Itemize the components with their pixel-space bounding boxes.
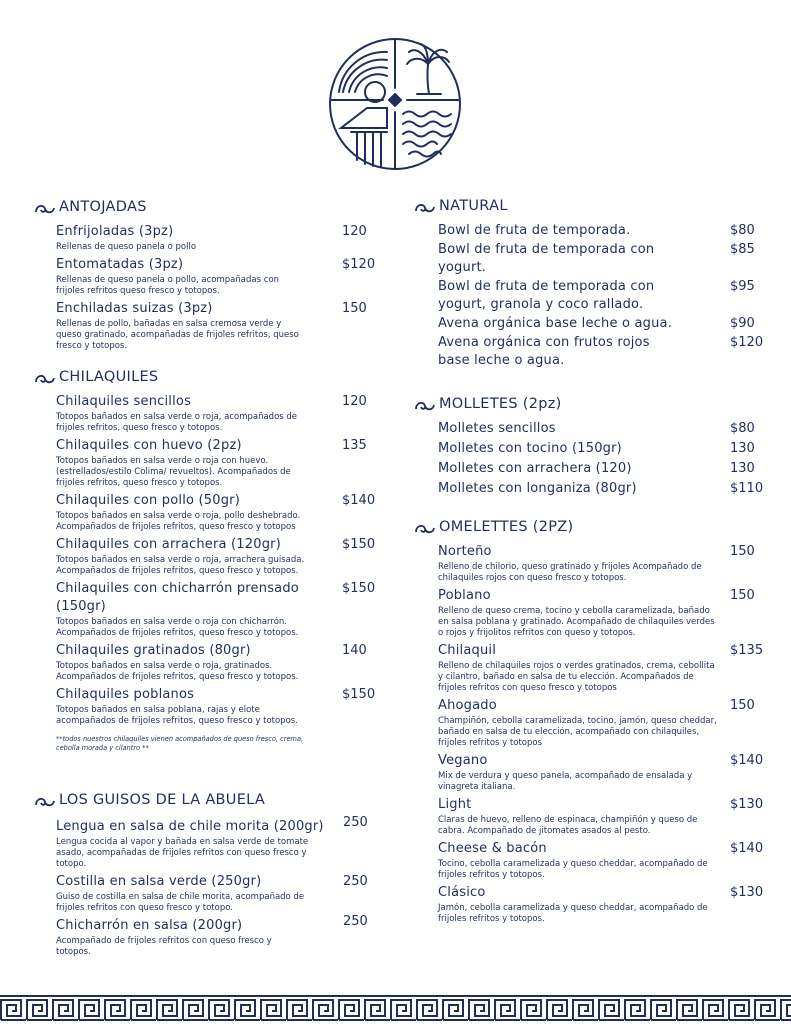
item-description: Totopos bañados en salsa verde o roja, acompañados de frijoles refritos, queso fresco y totopos. <box>56 412 298 433</box>
item-price: 150 <box>730 588 755 603</box>
item-description: Totopos bañados en salsa verde o roja, pollo deshebrado. Acompañados de frijoles refritos, queso fresco y totopos <box>56 511 301 532</box>
section-title: MOLLETES (2pz) <box>439 396 562 412</box>
sun-palm-sea-emblem-icon <box>327 36 463 172</box>
menu-item <box>438 315 774 333</box>
item-name: Light <box>438 797 472 812</box>
item-description: Champiñón, cebolla caramelizada, tocino, jamón, queso cheddar, bañado en salsa de tu elección, acompañado con chilaquiles, frijoles refritos y totopos <box>438 716 717 748</box>
item-name: Molletes con arrachera (120) <box>438 461 632 476</box>
item-price: 150 <box>730 544 755 559</box>
wave-icon <box>414 399 436 413</box>
item-name: Molletes con tocino (150gr) <box>438 441 622 456</box>
section-molletes <box>414 396 774 498</box>
item-name: Norteño <box>438 544 492 559</box>
section-chilaquiles <box>34 369 374 753</box>
item-price: $80 <box>730 421 755 436</box>
item-description: Acompañado de frijoles refritos con queso fresco y totopos. <box>56 936 272 957</box>
section-omelettes <box>414 519 774 928</box>
item-description: Totopos bañados en salsa poblana, rajas y elote acompañados de frijoles refritos, queso fresco y totopos. <box>56 705 298 726</box>
menu-item <box>56 256 374 297</box>
item-name: Chilaquiles poblanos <box>56 687 195 702</box>
item-price: 135 <box>342 438 367 453</box>
item-description: Guiso de costilla en salsa de chile morita, acompañado de frijoles refritos con queso fresco y totopo. <box>56 892 305 913</box>
menu-item <box>438 587 774 639</box>
menu-item <box>438 796 774 837</box>
menu-item <box>438 480 774 498</box>
item-name: Vegano <box>438 753 488 768</box>
item-price: $85 <box>730 242 755 257</box>
menu-item <box>438 334 774 370</box>
item-description: Totopos bañados en salsa verde o roja con chicharrón. Acompañados de frijoles refritos, queso fresco y totopos. <box>56 617 299 638</box>
item-name: Chilaquiles con pollo (50gr) <box>56 493 240 508</box>
item-price: $140 <box>342 493 376 508</box>
wave-icon <box>34 372 56 386</box>
section-antojadas <box>34 199 374 355</box>
item-price: $90 <box>730 316 755 331</box>
item-description: Rellenas de queso panela o pollo, acompañadas con frijoles refritos queso fresco y totopos. <box>56 275 279 296</box>
item-price: 140 <box>342 643 367 658</box>
section-header <box>34 792 374 814</box>
item-name: Cheese & bacón <box>438 841 547 856</box>
menu-item <box>438 543 774 584</box>
item-price: $150 <box>342 581 376 596</box>
item-name: Chilaquiles sencillos <box>56 394 192 409</box>
item-name: Enchiladas suizas (3pz) <box>56 301 213 316</box>
menu-item <box>438 642 774 694</box>
menu-item <box>56 914 374 958</box>
item-price: 130 <box>730 461 755 476</box>
item-price: $120 <box>730 335 764 350</box>
menu-item <box>438 420 774 438</box>
item-description: Relleno de queso crema, tocino y cebolla caramelizada, bañado en salsa poblana y gratinado. Acompañado de chilaquiles verdes o rojos y frijolitos refritos con queso y totopos. <box>438 606 715 638</box>
section-title: CHILAQUILES <box>59 369 159 385</box>
item-name: Bowl de fruta de temporada con yogurt. <box>438 242 655 275</box>
item-name: Poblano <box>438 588 491 603</box>
item-description: Rellenas de queso panela o pollo <box>56 242 197 252</box>
item-name: Lengua en salsa de chile morita (200gr) <box>56 819 324 834</box>
section-header <box>414 519 774 541</box>
item-name: Costilla en salsa verde (250gr) <box>56 874 262 889</box>
item-price: $150 <box>342 687 376 702</box>
item-description: Relleno de chilorio, queso gratinado y frijoles Acompañado de chilaquiles rojos con queso fresco y totopos. <box>438 562 702 583</box>
chilaquiles-note: **todos nuestros chilaquiles vienen acompañados de queso fresco, crema, cebolla morada y cilantro ** <box>56 735 304 752</box>
section-title: LOS GUISOS DE LA ABUELA <box>59 792 266 808</box>
menu-item <box>56 437 374 489</box>
item-price: $120 <box>342 257 376 272</box>
item-description: Claras de huevo, relleno de espinaca, champiñón y queso de cabra. Acompañado de jitomates asados al pesto. <box>438 815 698 836</box>
item-description: Totopos bañados en salsa verde o roja con huevo. (estrellados/estilo Colima/ revueltos). Acompañados de frijoles refritos, queso fresco y totopos. <box>56 456 291 488</box>
menu-item <box>438 840 774 881</box>
menu-item <box>438 222 774 240</box>
item-description: Jamón, cebolla caramelizada y queso cheddar, acompañado de frijoles refritos y totopos. <box>438 903 708 924</box>
item-price: $135 <box>730 643 764 658</box>
menu-item <box>438 460 774 478</box>
menu-item <box>438 697 774 749</box>
item-name: Avena orgánica base leche o agua. <box>438 316 673 331</box>
menu-item <box>438 241 774 277</box>
section-header <box>34 199 374 221</box>
menu-item <box>438 440 774 458</box>
menu-item <box>56 815 374 870</box>
wave-icon <box>414 201 436 215</box>
item-name: Molletes sencillos <box>438 421 556 436</box>
section-header <box>414 198 774 220</box>
item-price: 250 <box>343 914 368 929</box>
section-natural <box>414 198 774 370</box>
item-name: Clásico <box>438 885 486 900</box>
item-price: $80 <box>730 223 755 238</box>
menu-item <box>438 884 774 925</box>
item-description: Totopos bañados en salsa verde o roja, gratinados. Acompañados de frijoles refritos, queso fresco y totopos. <box>56 661 299 682</box>
item-price: $150 <box>342 537 376 552</box>
item-price: 250 <box>343 874 368 889</box>
item-price: $140 <box>730 841 764 856</box>
wave-icon <box>34 795 56 809</box>
item-name: Chilaquiles con chicharrón prensado (150gr) <box>56 581 299 614</box>
menu-item <box>56 393 374 434</box>
item-name: Avena orgánica con frutos rojos base leche o agua. <box>438 335 650 368</box>
menu-item <box>56 642 374 683</box>
item-price: 150 <box>342 301 367 316</box>
item-description: Mix de verdura y queso panela, acompañado de ensalada y vinagreta italiana. <box>438 771 693 792</box>
item-name: Chilaquil <box>438 643 497 658</box>
menu-item <box>56 223 374 253</box>
item-name: Chilaquiles con arrachera (120gr) <box>56 537 281 552</box>
item-name: Chicharrón en salsa (200gr) <box>56 918 243 933</box>
item-name: Bowl de fruta de temporada. <box>438 223 631 238</box>
item-name: Entomatadas (3pz) <box>56 257 184 272</box>
item-price: 130 <box>730 441 755 456</box>
item-name: Chilaquiles gratinados (80gr) <box>56 643 251 658</box>
item-price: $95 <box>730 279 755 294</box>
item-description: Rellenas de pollo, bañadas en salsa cremosa verde y queso gratinado, acompañadas de frijoles refritos, queso fresco y totopos. <box>56 319 299 351</box>
menu-item <box>56 492 374 533</box>
greek-key-border-icon <box>0 994 791 1024</box>
item-name: Ahogado <box>438 698 497 713</box>
item-price: $140 <box>730 753 764 768</box>
item-name: Chilaquiles con huevo (2pz) <box>56 438 242 453</box>
menu-item <box>438 278 774 314</box>
item-price: $130 <box>730 885 764 900</box>
item-price: 250 <box>343 815 368 830</box>
item-price: 120 <box>342 224 367 239</box>
menu-item <box>56 580 374 639</box>
menu-item <box>56 300 374 352</box>
menu-item <box>56 686 374 727</box>
item-description: Relleno de chilaquiles rojos o verdes gratinados, crema, cebollita y cilantro, bañado en salsa de tu elección. Acompañados de frijoles refritos con queso fresco y totopos <box>438 661 715 693</box>
section-title: OMELETTES (2PZ) <box>439 519 574 535</box>
item-price: 120 <box>342 394 367 409</box>
item-price: $130 <box>730 797 764 812</box>
wave-icon <box>414 522 436 536</box>
item-description: Tocino, cebolla caramelizada y queso cheddar, acompañado de frijoles refritos y totopos. <box>438 859 708 880</box>
menu-item <box>56 536 374 577</box>
menu-item <box>56 873 374 914</box>
section-title: NATURAL <box>439 198 508 214</box>
item-price: $110 <box>730 481 764 496</box>
item-description: Totopos bañados en salsa verde o roja, arrachera guisada. Acompañados de frijoles refritos, queso fresco y totopos. <box>56 555 305 576</box>
section-title: ANTOJADAS <box>59 199 147 215</box>
item-name: Molletes con longaniza (80gr) <box>438 481 637 496</box>
wave-icon <box>34 202 56 216</box>
item-price: 150 <box>730 698 755 713</box>
section-header <box>414 396 774 418</box>
item-description: Lengua cocida al vapor y bañada en salsa verde de tomate asado, acompañadas de frijoles refritos con queso fresco y totopo. <box>56 837 309 869</box>
section-header <box>34 369 374 391</box>
item-name: Bowl de fruta de temporada con yogurt, granola y coco rallado. <box>438 279 655 312</box>
item-name: Enfrijoladas (3pz) <box>56 224 174 239</box>
section-guisos <box>34 792 374 961</box>
menu-item <box>438 752 774 793</box>
